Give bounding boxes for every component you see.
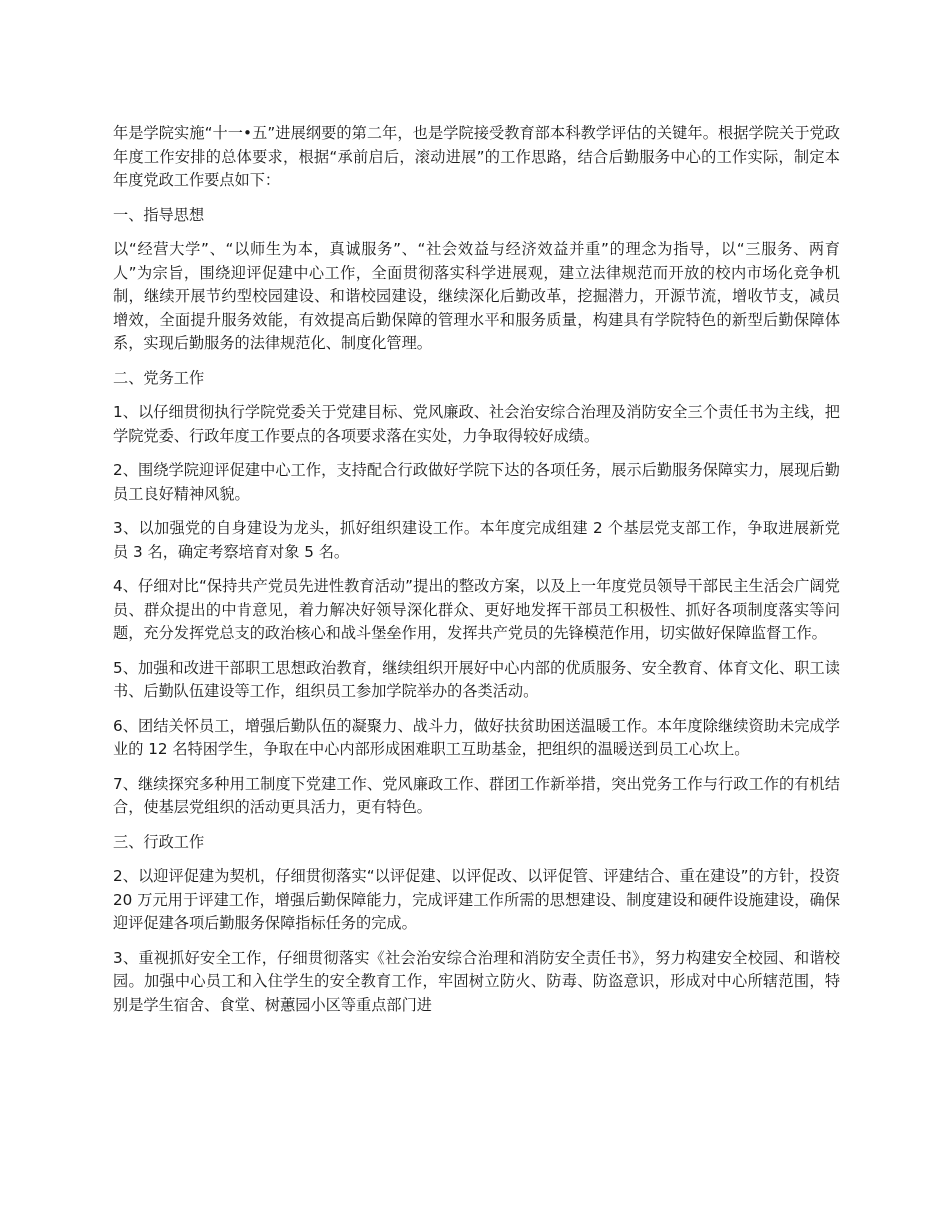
guiding-ideology-paragraph: 以“经营大学”、“以师生为本，真诚服务”、“社会效益与经济效益并重”的理念为指导，以“三服务、两育人”为宗旨，围绕迎评促建中心工作，全面贯彻落实科学进展观，建立法律规范而开放的校内市场化竞争机制，继续开展节约型校园建设、和谐校园建设，继续深化后勤改革，挖掘潜力，开源节流，增收节支，减员增效，全面提升服务效能，有效提高后勤保障的管理水平和服务质量，构建具有学院特色的新型后勤保障体系，实现后勤服务的法律规范化、制度化管理。 (113, 240, 840, 352)
section-heading-guiding-ideology: 一、指导思想 (113, 205, 205, 224)
section-heading-party-work: 二、党务工作 (113, 368, 205, 387)
party-item: 2、围绕学院迎评促建中心工作，支持配合行政做好学院下达的各项任务，展示后勤服务保障实力，展现后勤员工良好精神风貌。 (113, 461, 840, 503)
admin-item: 3、重视抓好安全工作，仔细贯彻落实《社会治安综合治理和消防安全责任书》，努力构建安全校园、和谐校园。加强中心员工和入住学生的安全教育工作，牢固树立防火、防毒、防盗意识，形成对中心所辖范围，特别是学生宿舍、食堂、树蕙园小区等重点部门进 (113, 948, 840, 1014)
party-item: 5、加强和改进干部职工思想政治教育，继续组织开展好中心内部的优质服务、安全教育、体育文化、职工读书、后勤队伍建设等工作，组织员工参加学院举办的各类活动。 (113, 658, 840, 700)
party-item: 7、继续探究多种用工制度下党建工作、党风廉政工作、群团工作新举措，突出党务工作与行政工作的有机结合，使基层党组织的活动更具活力，更有特色。 (113, 774, 840, 816)
party-item: 4、仔细对比“保持共产党员先进性教育活动”提出的整改方案，以及上一年度党员领导干部民主生活会广阔党员、群众提出的中肯意见，着力解决好领导深化群众、更好地发挥干部员工积极性、抓好各项制度落实等问题，充分发挥党总支的政治核心和战斗堡垒作用，发挥共产党员的先锋模范作用，切实做好保障监督工作。 (113, 577, 840, 642)
document-page (113, 122, 840, 1028)
admin-item: 2、以迎评促建为契机，仔细贯彻落实“以评促建、以评促改、以评促管、评建结合、重在建设”的方针，投资 20 万元用于评建工作，增强后勤保障能力，完成评建工作所需的思想建设、制度建设和硬件设施建设，确保迎评促建各项后勤服务保障指标任务的完成。 (113, 867, 840, 932)
section-heading-administrative-work: 三、行政工作 (113, 832, 205, 851)
party-item: 1、以仔细贯彻执行学院党委关于党建目标、党风廉政、社会治安综合治理及消防安全三个责任书为主线，把学院党委、行政年度工作要点的各项要求落在实处，力争取得较好成绩。 (113, 403, 840, 445)
party-item: 6、团结关怀员工，增强后勤队伍的凝聚力、战斗力，做好扶贫助困送温暖工作。本年度除继续资助未完成学业的 12 名特困学生，争取在中心内部形成困难职工互助基金，把组织的温暖送到员工心坎上。 (113, 716, 840, 758)
party-item: 3、以加强党的自身建设为龙头，抓好组织建设工作。本年度完成组建 2 个基层党支部工作，争取进展新党员 3 名，确定考察培育对象 5 名。 (113, 519, 840, 561)
intro-paragraph: 年是学院实施“十一•五”进展纲要的第二年，也是学院接受教育部本科教学评估的关键年。根据学院关于党政年度工作安排的总体要求，根据“承前启后，滚动进展”的工作思路，结合后勤服务中心的工作实际，制定本年度党政工作要点如下： (113, 124, 840, 189)
